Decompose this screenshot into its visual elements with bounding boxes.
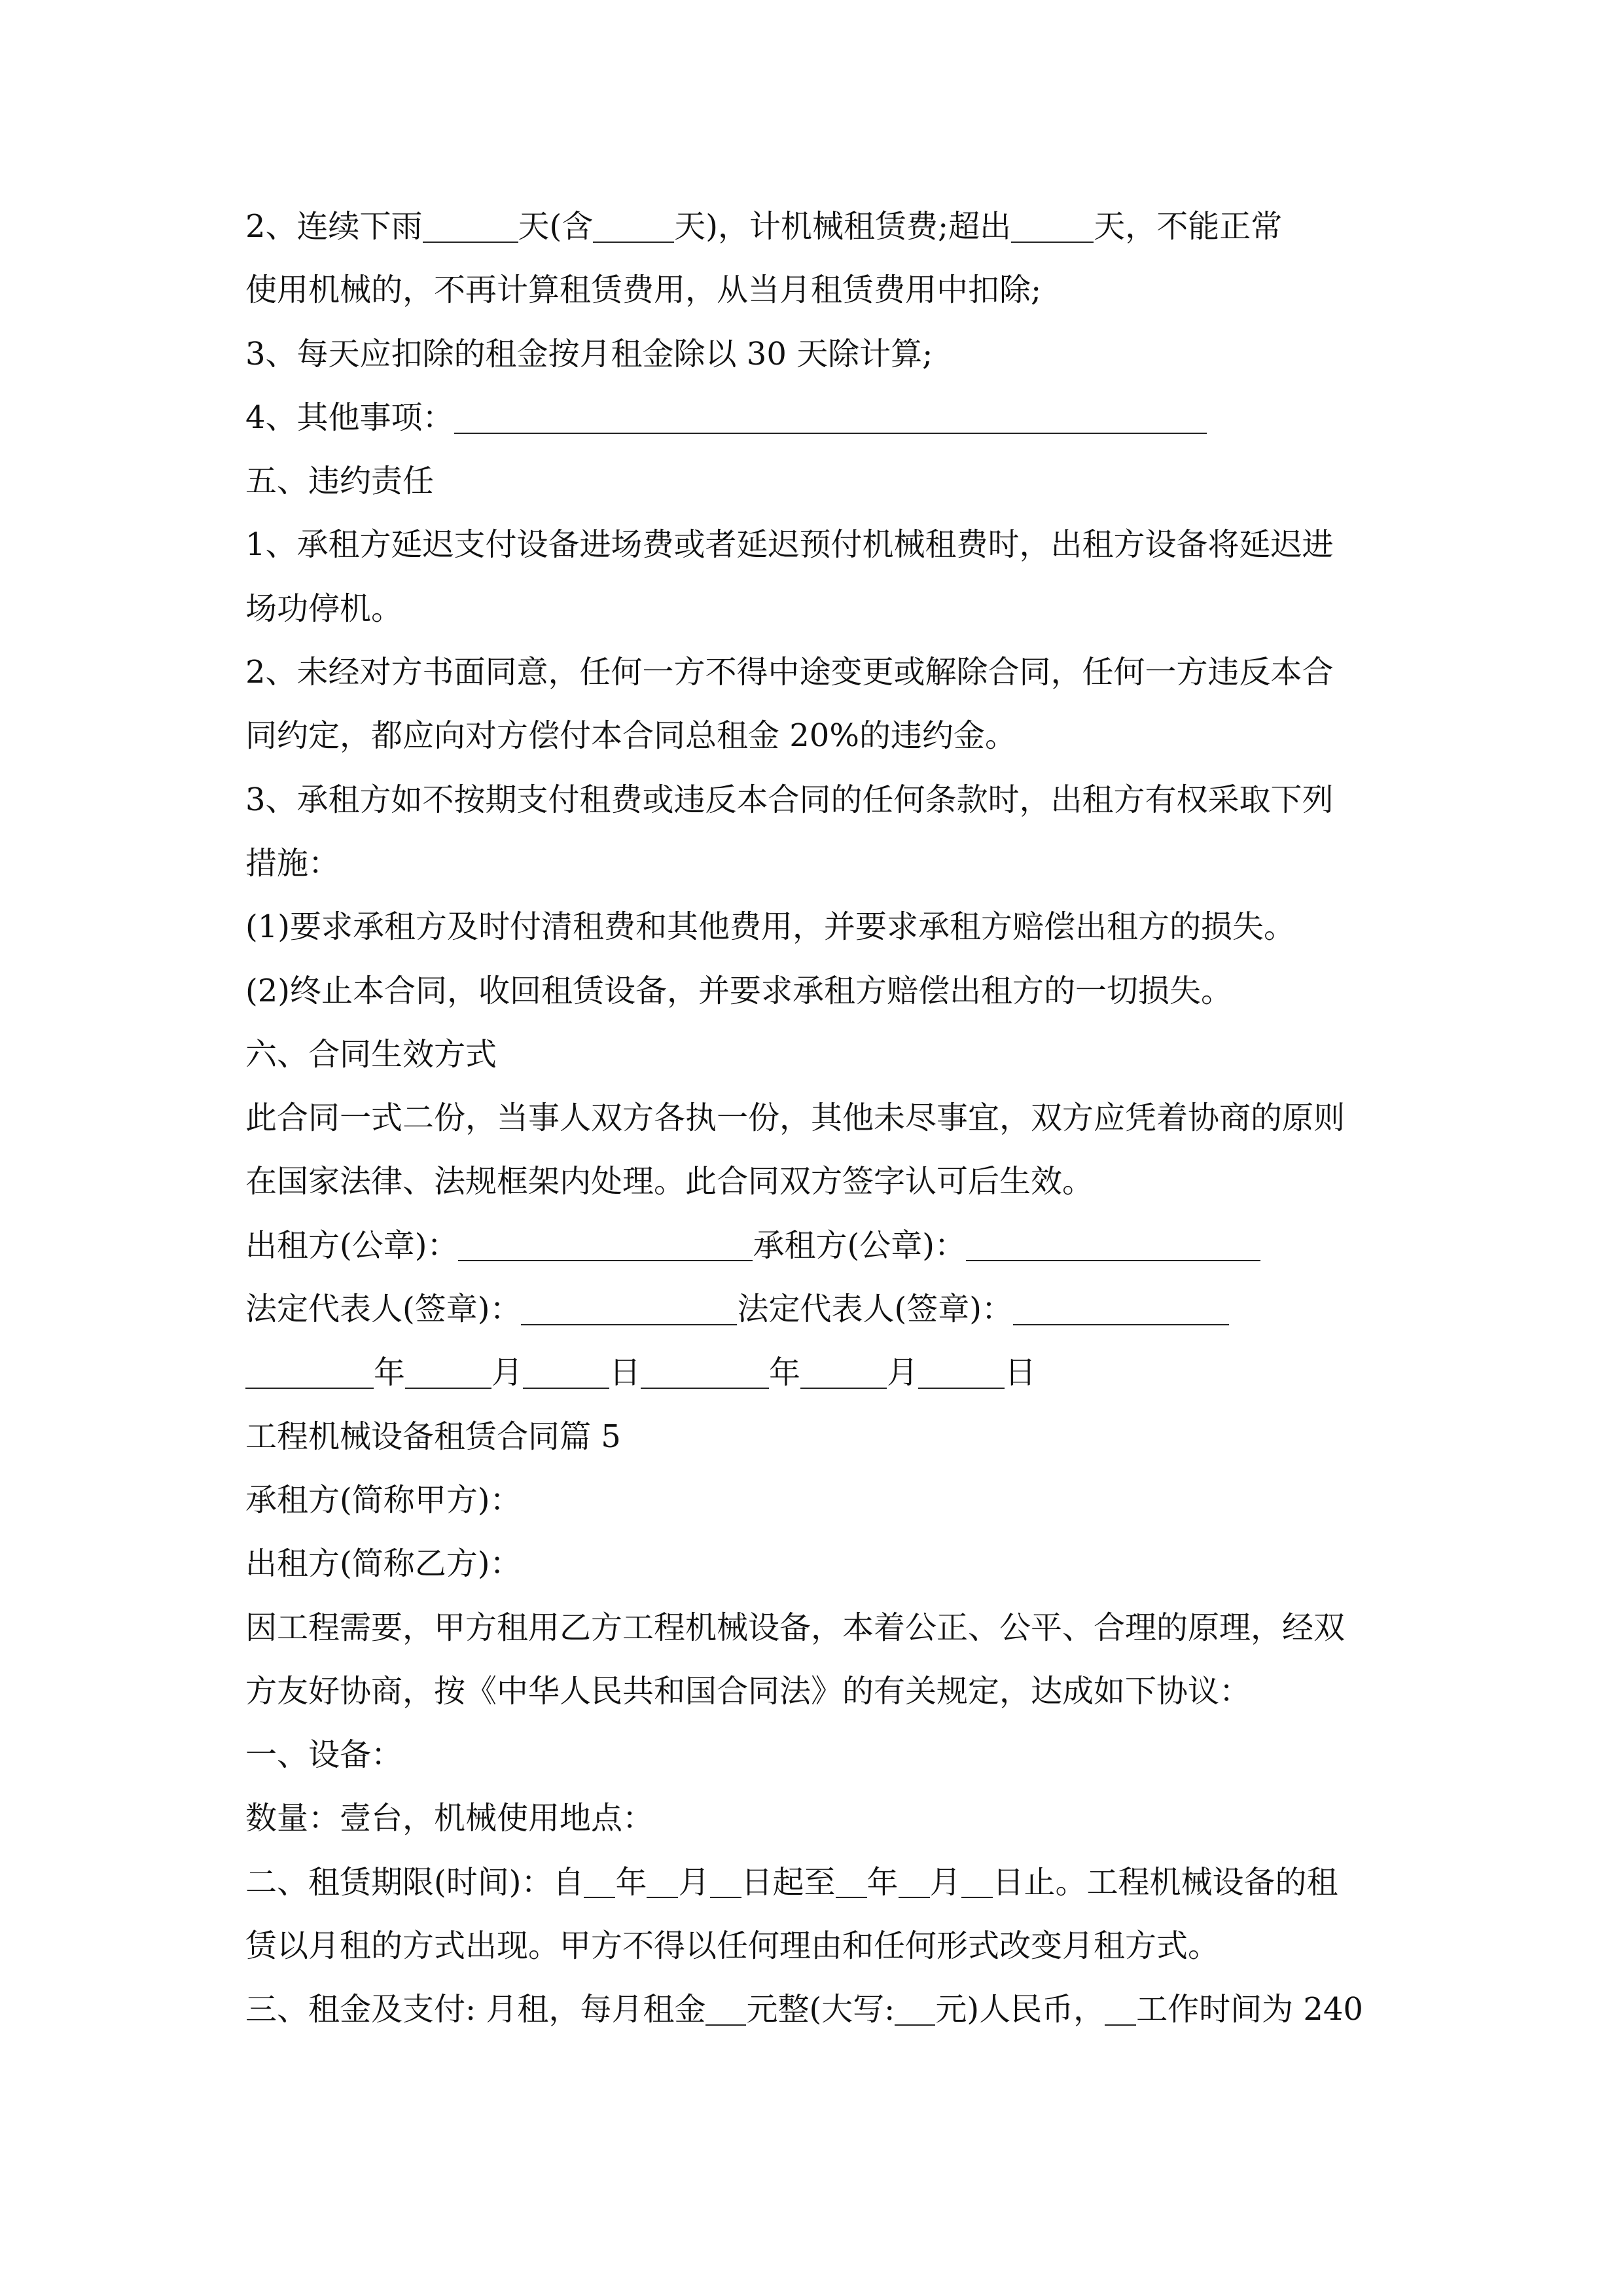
text: 工作时间为 240 [1136, 1991, 1363, 2028]
lessee-rep-field[interactable] [1013, 1291, 1229, 1325]
party-line: 出租方(简称乙方)： [245, 1545, 522, 1583]
text: 月 [678, 1863, 710, 1901]
lessee-seal-field[interactable] [966, 1227, 1260, 1261]
blank-field[interactable] [641, 1355, 769, 1389]
blank-field[interactable] [1011, 208, 1094, 242]
section-heading: 六、合同生效方式 [245, 1035, 497, 1073]
contract-title: 工程机械设备租赁合同篇 5 [245, 1418, 621, 1455]
text: 4、其他事项： [245, 399, 454, 436]
blank-field[interactable] [405, 1355, 491, 1389]
blank-field[interactable] [800, 1355, 887, 1389]
blank-field[interactable] [584, 1864, 615, 1898]
text: 月 [887, 1354, 919, 1391]
text: 月 [929, 1863, 961, 1901]
paragraph-line: 2、未经对方书面同意，任何一方不得中途变更或解除合同，任何一方违反本合 [245, 654, 1334, 691]
paragraph-line: 措施： [245, 844, 340, 882]
blank-field[interactable] [593, 208, 674, 242]
blank-field[interactable] [647, 1864, 678, 1898]
blank-field[interactable] [454, 399, 1207, 433]
paragraph-line: 赁以月租的方式出现。甲方不得以任何理由和任何形式改变月租方式。 [245, 1928, 1220, 1965]
blank-field[interactable] [423, 208, 518, 242]
lessor-rep-field[interactable] [521, 1291, 737, 1325]
section-heading: 一、设备： [245, 1736, 403, 1774]
blank-field[interactable] [918, 1355, 1005, 1389]
contract-text [245, 195, 1384, 2042]
party-line: 承租方(简称甲方)： [245, 1481, 522, 1518]
text: 三、租金及支付: 月租，每月租金 [245, 1991, 706, 2028]
paragraph-line: (2)终止本合同，收回租赁设备，并要求承租方赔偿出租方的一切损失。 [245, 972, 1232, 1009]
text: 年 [374, 1354, 406, 1391]
rent-payment-line [245, 1978, 1384, 2041]
lease-term-line [245, 1851, 1384, 1914]
blank-field[interactable] [1105, 1992, 1136, 2026]
text: 日止。工程机械设备的租 [992, 1863, 1338, 1901]
text: 法定代表人(签章)： [737, 1291, 1013, 1328]
paragraph-line: 此合同一式二份，当事人双方各执一份，其他未尽事宜，双方应凭着协商的原则 [245, 1100, 1346, 1137]
signature-rep-line [245, 1278, 1384, 1341]
signature-seal-line [245, 1214, 1384, 1278]
blank-field[interactable] [899, 1864, 930, 1898]
paragraph-line: 因工程需要，甲方租用乙方工程机械设备，本着公正、公平、合理的原理，经双 [245, 1609, 1346, 1646]
text: 日 [609, 1354, 641, 1391]
blank-field[interactable] [705, 1992, 746, 2026]
paragraph-line: 场功停机。 [245, 590, 403, 627]
text: 天(含 [518, 208, 594, 245]
blank-field[interactable] [523, 1355, 609, 1389]
paragraph-line: 方友好协商，按《中华人民共和国合同法》的有关规定，达成如下协议： [245, 1672, 1251, 1710]
text: 日 [1005, 1354, 1037, 1391]
text: 元整(大写: [746, 1991, 895, 2028]
text: 年 [866, 1863, 899, 1901]
text: 元)人民币， [935, 1991, 1105, 2028]
blank-field[interactable] [245, 1355, 374, 1389]
text: 年 [615, 1863, 647, 1901]
section-heading: 五、违约责任 [245, 463, 435, 500]
signature-date-line [245, 1341, 1384, 1405]
paragraph-line: 在国家法律、法规框架内处理。此合同双方签字认可后生效。 [245, 1163, 1094, 1200]
text: 出租方(公章)： [245, 1227, 459, 1264]
text: 日起至 [741, 1863, 836, 1901]
text: 年 [769, 1354, 801, 1391]
blank-field[interactable] [836, 1864, 867, 1898]
text: 天，不能正常 [1094, 208, 1283, 245]
paragraph-line: 1、承租方延迟支付设备进场费或者延迟预付机械租费时，出租方设备将延迟进 [245, 526, 1334, 564]
paragraph-line: 使用机械的，不再计算租赁费用，从当月租赁费用中扣除; [245, 272, 1042, 309]
paragraph-line: 3、每天应扣除的租金按月租金除以 30 天除计算; [245, 335, 933, 372]
lessor-seal-field[interactable] [458, 1227, 753, 1261]
blank-field[interactable] [710, 1864, 741, 1898]
clause-rain-days [245, 195, 1384, 259]
text: 月 [491, 1354, 524, 1391]
paragraph-line: (1)要求承租方及时付清租费和其他费用，并要求承租方赔偿出租方的损失。 [245, 908, 1295, 946]
text: 承租方(公章)： [753, 1227, 966, 1264]
text: 2、连续下雨 [245, 208, 423, 245]
paragraph-line: 数量：壹台，机械使用地点： [245, 1800, 654, 1837]
text: 法定代表人(签章)： [245, 1291, 522, 1328]
text: 二、租赁期限(时间)：自 [245, 1863, 584, 1901]
clause-other-matters [245, 386, 1384, 450]
paragraph-line: 3、承租方如不按期支付租费或违反本合同的任何条款时，出租方有权采取下列 [245, 781, 1334, 818]
paragraph-line: 同约定，都应向对方偿付本合同总租金 20%的违约金。 [245, 717, 1016, 755]
blank-field[interactable] [961, 1864, 993, 1898]
blank-field[interactable] [895, 1992, 935, 2026]
text: 天)，计机械租赁费;超出 [674, 208, 1012, 245]
